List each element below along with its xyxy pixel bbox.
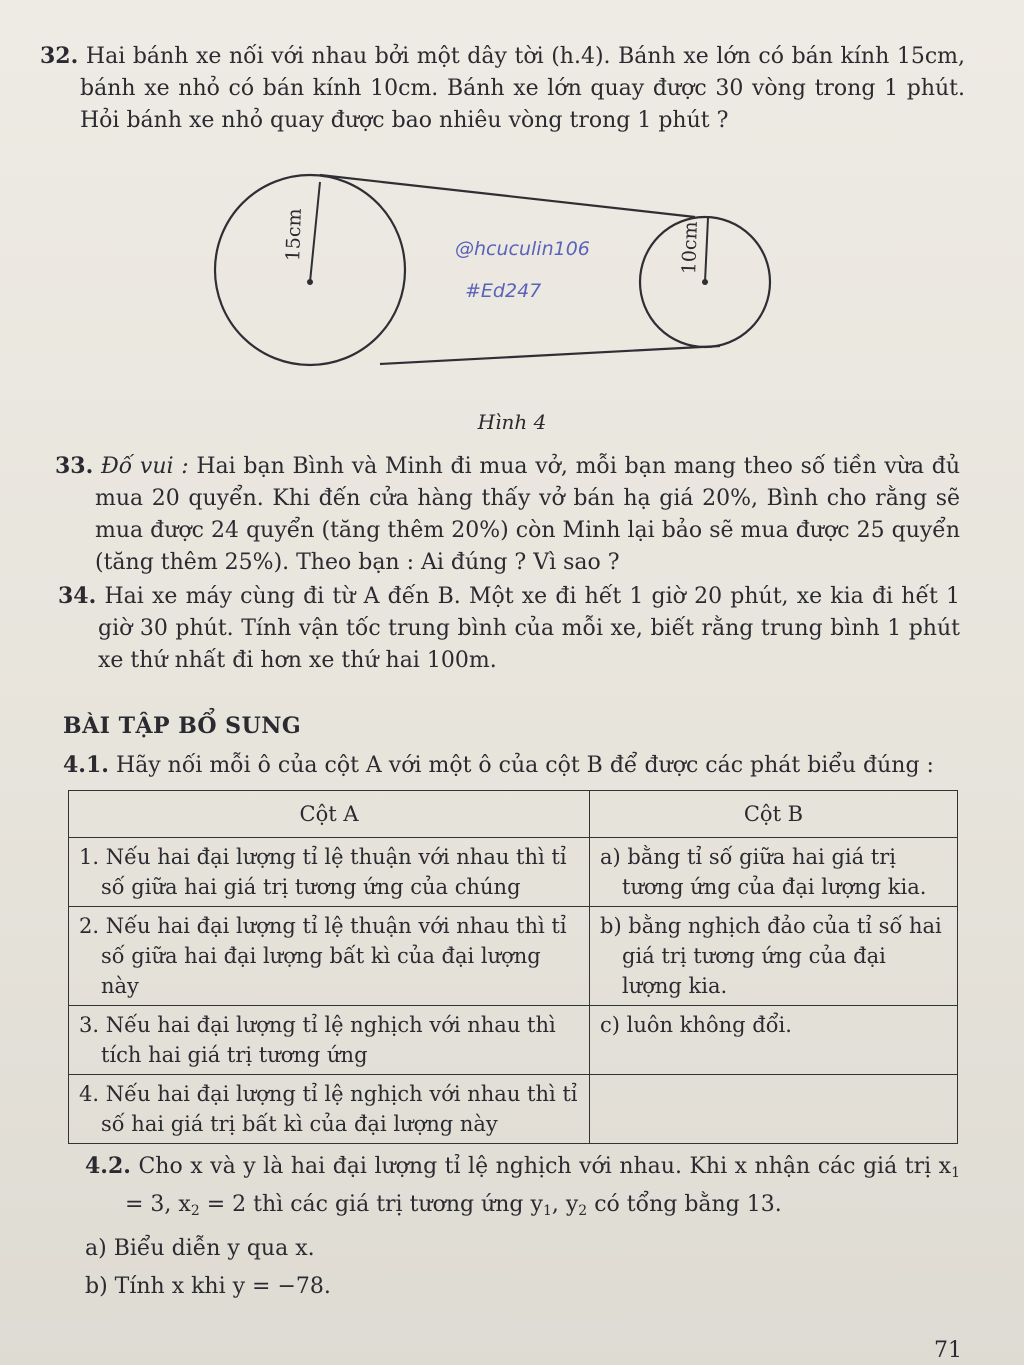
x2-value: = 2 thì các giá trị tương ứng: [199, 1192, 531, 1217]
cell-b-text: a) bằng tỉ số giữa hai giá trị tương ứng của đại lượng kia.: [600, 845, 927, 899]
problem-4-2-number: 4.2.: [85, 1153, 131, 1179]
handwritten-note-1: @hcuculin106: [455, 238, 590, 260]
cell-a-text: 3. Nếu hai đại lượng tỉ lệ nghịch với nhau thì tích hai giá trị tương ứng: [79, 1013, 556, 1067]
y-separator: ,: [551, 1192, 566, 1217]
y2-sub: 2: [578, 1203, 588, 1219]
problem-4-2-text-1: Cho x và y là hai đại lượng tỉ lệ nghịch với nhau. Khi x nhận các giá trị: [138, 1154, 932, 1179]
table-cell-b: [590, 907, 958, 1006]
table-cell-a: [69, 1075, 590, 1144]
belt-top: [320, 175, 695, 217]
problem-4-1: [63, 752, 934, 778]
table-cell-a: [69, 838, 590, 907]
problem-33-number: 33.: [55, 453, 94, 479]
problem-33-body: [55, 450, 960, 579]
x1-var: x: [938, 1154, 952, 1179]
cell-a-text: 4. Nếu hai đại lượng tỉ lệ nghịch với nhau thì tỉ số hai giá trị bất kì của đại lượng này: [79, 1082, 578, 1136]
small-radius-label: 10cm: [678, 221, 702, 275]
table-cell-a: [69, 1006, 590, 1075]
cell-a-text: 2. Nếu hai đại lượng tỉ lệ thuận với nhau thì tỉ số giữa hai đại lượng bất kì của đại lượng này: [79, 914, 567, 998]
figure-caption: Hình 4: [477, 410, 547, 434]
table-row: [69, 1006, 958, 1075]
problem-32-number: 32.: [40, 43, 79, 69]
table-cell-b: [590, 1006, 958, 1075]
x2-var: x: [178, 1192, 191, 1217]
x1-sub: 1: [951, 1165, 961, 1181]
problem-33-text: Hai bạn Bình và Minh đi mua vở, mỗi bạn mang theo số tiền vừa đủ mua 20 quyển. Khi đến cửa hàng thấy vở bán hạ giá 20%, Bình cho rằng sẽ mua được 24 quyển (tăng thêm 20%) còn Minh lại bảo sẽ mua được 25 quyển (tăng thêm 25%). Theo bạn : Ai đúng ? Vì sao ?: [95, 454, 960, 575]
table-cell-b: [590, 1075, 958, 1144]
y1-sub: 1: [542, 1203, 552, 1219]
table-cell-a: [69, 907, 590, 1006]
problem-34-text: Hai xe máy cùng đi từ A đến B. Một xe đi hết 1 giờ 20 phút, xe kia đi hết 1 giờ 30 phút. Tính vận tốc trung bình của mỗi xe, biết rằng trung bình 1 phút xe thứ nhất đi hơn xe thứ hai 100m.: [98, 584, 960, 673]
small-center-dot: [702, 279, 708, 285]
figure-4: [200, 170, 790, 405]
problem-4-1-number: 4.1.: [63, 752, 109, 778]
y1-var: y: [530, 1192, 543, 1217]
cell-a-text: 1. Nếu hai đại lượng tỉ lệ thuận với nhau thì tỉ số giữa hai giá trị tương ứng của chúng: [79, 845, 567, 899]
problem-33-label: Đố vui :: [100, 454, 189, 479]
table-header-row: [69, 791, 958, 838]
table-row: [69, 838, 958, 907]
problem-4-2: [85, 1150, 960, 1303]
problem-4-1-text: Hãy nối mỗi ô của cột A với một ô của cột B để được các phát biểu đúng :: [115, 753, 934, 778]
x2-sub: 2: [190, 1203, 200, 1219]
problem-32-text: Hai bánh xe nối với nhau bởi một dây tời (h.4). Bánh xe lớn có bán kính 15cm, bánh xe nhỏ có bán kính 10cm. Bánh xe lớn quay được 30 vòng trong 1 phút. Hỏi bánh xe nhỏ quay được bao nhiêu vòng trong 1 phút ?: [80, 44, 966, 133]
big-radius-line: [310, 182, 320, 282]
section-heading: BÀI TẬP BỔ SUNG: [63, 713, 302, 739]
problem-34-body: [58, 580, 960, 677]
table-row: [69, 907, 958, 1006]
cell-b-text: c) luôn không đổi.: [600, 1013, 792, 1037]
part-b: b) Tính x khi y = −78.: [85, 1274, 331, 1299]
x1-value: = 3,: [125, 1192, 179, 1217]
small-radius-line: [705, 218, 708, 282]
big-center-dot: [307, 279, 313, 285]
handwritten-note-2: #Ed247: [465, 280, 542, 302]
cell-b-text: b) bằng nghịch đảo của tỉ số hai giá trị tương ứng của đại lượng kia.: [600, 914, 942, 998]
big-wheel: [215, 175, 405, 365]
page-number: 71: [934, 1338, 962, 1363]
problem-34: [58, 580, 960, 677]
problem-33: [55, 450, 960, 579]
problem-4-2-body: [85, 1150, 960, 1227]
big-radius-label: 15cm: [282, 208, 306, 262]
part-a: a) Biểu diễn y qua x.: [85, 1236, 315, 1261]
column-a-header: Cột A: [69, 791, 590, 838]
column-b-header: Cột B: [590, 791, 958, 838]
problem-4-2-text-2: có tổng bằng 13.: [587, 1192, 782, 1217]
belt-bottom: [380, 346, 720, 364]
y2-var: y: [565, 1192, 579, 1217]
table-cell-b: [590, 838, 958, 907]
problem-32-body: [40, 40, 965, 137]
table-row: [69, 1075, 958, 1144]
matching-table: [68, 790, 958, 1144]
problem-32: [40, 40, 965, 137]
pulley-diagram: [200, 170, 790, 405]
problem-34-number: 34.: [58, 583, 97, 609]
